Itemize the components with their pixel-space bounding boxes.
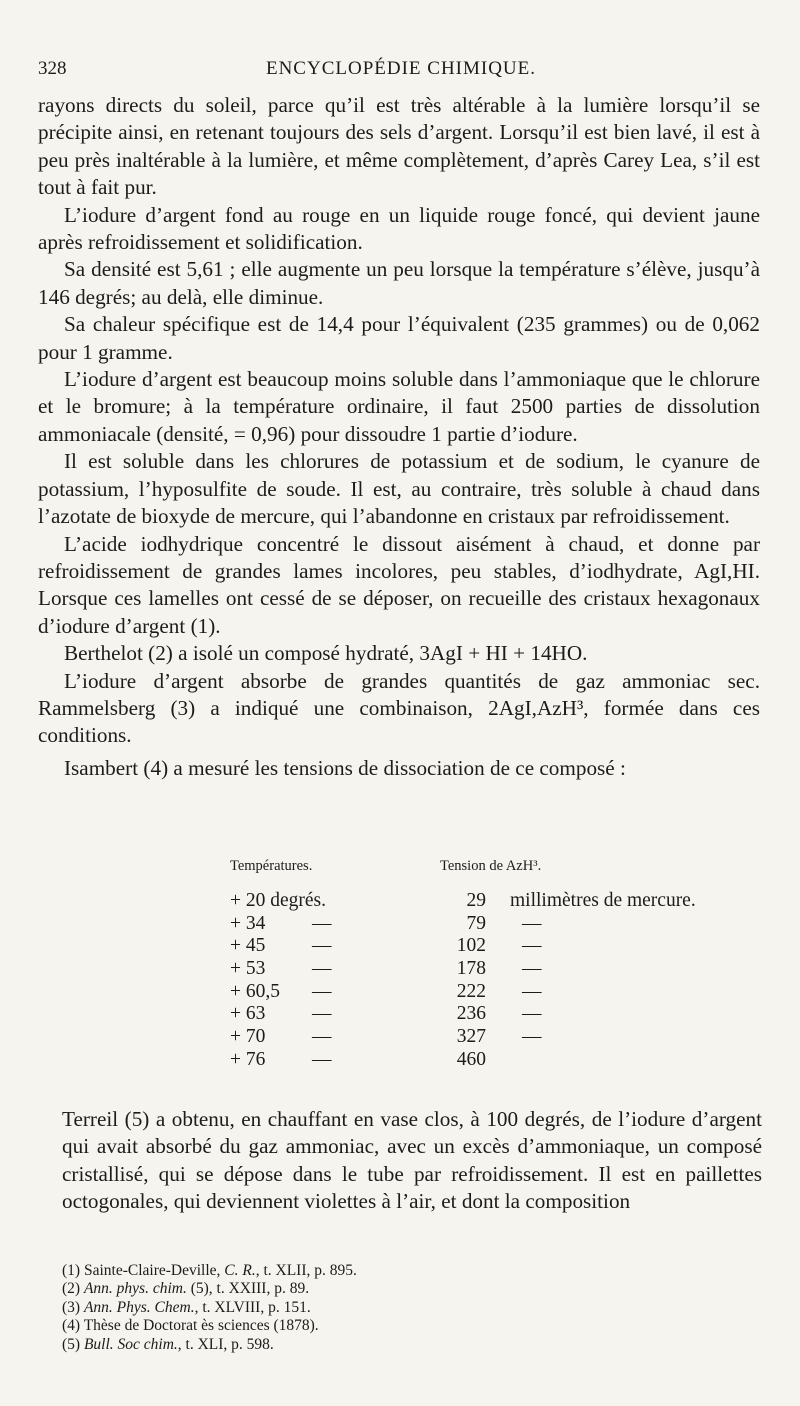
tension-cell: 29 <box>466 890 486 911</box>
temperature-cell: + 20 degrés. <box>230 890 327 911</box>
paragraph: Isambert (4) a mesuré les tensions de dissociation de ce composé : <box>64 755 626 780</box>
ditto-mark: — <box>522 935 542 957</box>
tension-cell: 460 <box>456 1048 486 1070</box>
ditto-mark: — <box>522 1026 542 1048</box>
paragraph: Terreil (5) a obtenu, en chauffant en vase clos, à 100 degrés, de l’iodure d’argent qui avait absorbé du gaz ammoniac, avec un excès d’ammoniaque, un composé cristallisé, qui se dépose dans le tube par refroidissement. Il est en paillettes octogonales, qui deviennent violettes à l’air, et dont la composition <box>62 1107 762 1214</box>
unit-label: millimètres de mercure. <box>510 890 696 911</box>
footnote-text: Sainte-Claire-Deville, <box>83 1262 221 1279</box>
footnote <box>62 1280 762 1298</box>
footnote-number: (3) <box>62 1298 81 1316</box>
tension-cell: 222 <box>456 980 486 1002</box>
paragraph: rayons directs du soleil, parce qu’il est très altérable à la lumière lorsqu’il se précipite ainsi, en retenant toujours des sels d’argent. Lorsqu’il est bien lavé, il est à peu près inaltérable à la lumière, et même complètement, d’après Carey Lea, s’il est tout à fait pur. <box>38 93 760 200</box>
footnote-text: , t. XLII, p. 895. <box>255 1262 357 1279</box>
table-row <box>150 1049 750 1072</box>
footnote-text: , t. XLI, p. 598. <box>177 1335 274 1353</box>
paragraph: Il est soluble dans les chlorures de potassium et de sodium, le cyanure de potassium, l’hyposulfite de soude. Il est, au contraire, très soluble à chaud dans l’azotate de bioxyde de mercure, qui l’abandonne en cristaux par refroidissement. <box>38 449 760 529</box>
table-row <box>150 890 750 913</box>
paragraph: Sa chaleur spécifique est de 14,4 pour l’équivalent (235 grammes) ou de 0,062 pour 1 gramme. <box>38 312 760 364</box>
ditto-mark: — <box>522 1003 542 1025</box>
temperature-cell: + 76 <box>230 1048 266 1070</box>
dissociation-table <box>150 858 750 1072</box>
footnote-number: (2) <box>62 1280 81 1298</box>
footnote-text: Thèse de Doctorat ès sciences (1878). <box>83 1317 319 1335</box>
temperature-cell: + 53 <box>230 958 266 980</box>
ditto-mark: — <box>312 958 332 980</box>
temperature-cell: + 34 <box>230 912 266 934</box>
tension-cell: 327 <box>456 1026 486 1048</box>
footnote-number: (5) <box>62 1335 81 1353</box>
running-title: ENCYCLOPÉDIE CHIMIQUE. <box>265 58 537 79</box>
page-number: 328 <box>38 58 67 79</box>
paragraph: L’iodure d’argent absorbe de grandes quantités de gaz ammoniac sec. Rammelsberg (3) a indiqué une combinaison, 2AgI,AzH³, formée dans ces conditions. <box>38 668 760 748</box>
table-row <box>150 958 750 981</box>
footnote <box>62 1317 762 1335</box>
page-header <box>38 58 764 88</box>
temperature-cell: + 45 <box>230 935 266 957</box>
tension-cell: 236 <box>456 1003 486 1025</box>
ditto-mark: — <box>522 958 542 980</box>
footnote-title: Ann. Phys. Chem. <box>83 1298 195 1316</box>
table-row <box>150 935 750 958</box>
paragraph: L’acide iodhydrique concentré le dissout aisément à chaud, et donne par refroidissement de grandes lames incolores, peu stables, d’iodhydrate, AgI,HI. Lorsque ces lamelles ont cessé de se déposer, on recueille des cristaux hexagonaux d’iodure d’argent (1). <box>38 531 760 638</box>
ditto-mark: — <box>312 912 332 934</box>
temperature-cell: + 70 <box>230 1026 266 1048</box>
ditto-mark: — <box>312 1003 332 1025</box>
paragraph: L’iodure d’argent fond au rouge en un liquide rouge foncé, qui devient jaune après refroidissement et solidification. <box>38 202 760 255</box>
footnote-number: (4) <box>62 1317 81 1335</box>
tension-cell: 178 <box>456 958 486 980</box>
table-row <box>150 913 750 936</box>
table-row <box>150 981 750 1004</box>
table-header <box>150 858 750 888</box>
paragraph: Sa densité est 5,61 ; elle augmente un peu lorsque la température s’élève, jusqu’à 146 degrés; au delà, elle diminue. <box>38 257 760 309</box>
footnote-title: Bull. Soc chim. <box>83 1335 178 1353</box>
footnote <box>62 1336 762 1354</box>
table-row <box>150 1003 750 1026</box>
footnote <box>62 1262 762 1280</box>
footnotes <box>62 1262 762 1354</box>
ditto-mark: — <box>312 935 332 957</box>
paragraph: Berthelot (2) a isolé un composé hydraté, 3AgI + HI + 14HO. <box>64 641 588 666</box>
ditto-mark: — <box>522 980 542 1002</box>
ditto-mark: — <box>312 1048 332 1070</box>
column-header-tension: Tension de AzH³. <box>440 858 542 874</box>
table-rows <box>150 890 750 1072</box>
footnote-number: (1) <box>62 1262 81 1279</box>
tension-cell: 102 <box>456 935 486 957</box>
column-header-temperatures: Températures. <box>230 858 313 874</box>
body-text <box>38 92 760 782</box>
ditto-mark: — <box>312 1026 332 1048</box>
tension-cell: 79 <box>466 912 486 934</box>
ditto-mark: — <box>312 980 332 1002</box>
table-row <box>150 1026 750 1049</box>
paragraph: L’iodure d’argent est beaucoup moins soluble dans l’ammoniaque que le chlorure et le bromure; à la température ordinaire, il faut 2500 parties de dissolution ammoniacale (densité, = 0,96) pour dissoudre 1 partie d’iodure. <box>38 367 760 446</box>
closing-text <box>62 1106 762 1216</box>
ditto-mark: — <box>522 912 542 934</box>
footnote <box>62 1299 762 1317</box>
footnote-title: C. R. <box>224 1262 256 1279</box>
temperature-cell: + 60,5 <box>230 980 280 1002</box>
footnote-text: , t. XLVIII, p. 151. <box>194 1298 311 1316</box>
temperature-cell: + 63 <box>230 1003 266 1025</box>
footnote-text: (5), t. XXIII, p. 89. <box>186 1280 310 1298</box>
footnote-title: Ann. phys. chim. <box>83 1280 187 1298</box>
